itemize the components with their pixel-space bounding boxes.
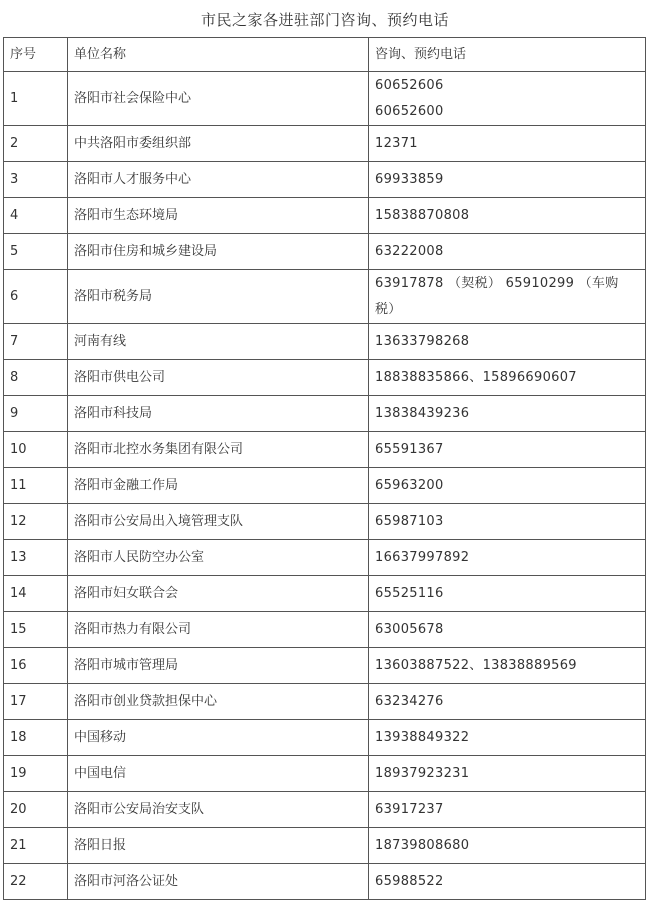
phone-number: 13838439236 bbox=[375, 405, 470, 421]
unit-name: 洛阳市科技局 bbox=[68, 396, 369, 432]
row-number: 22 bbox=[4, 864, 68, 900]
phone-cell bbox=[369, 396, 646, 432]
phone-directory-table bbox=[3, 37, 646, 900]
row-number: 5 bbox=[4, 234, 68, 270]
row-number: 3 bbox=[4, 162, 68, 198]
unit-name: 洛阳市住房和城乡建设局 bbox=[68, 234, 369, 270]
table-row bbox=[4, 792, 646, 828]
phone-number: 18937923231 bbox=[375, 765, 470, 781]
phone-number: 60652606 bbox=[375, 77, 444, 93]
phone-number: 15838870808 bbox=[375, 207, 470, 223]
phone-number: 16637997892 bbox=[375, 549, 470, 565]
phone-number: 税） bbox=[375, 301, 402, 317]
unit-name: 洛阳市公安局出入境管理支队 bbox=[68, 504, 369, 540]
unit-name: 洛阳市生态环境局 bbox=[68, 198, 369, 234]
row-number: 16 bbox=[4, 648, 68, 684]
unit-name: 中共洛阳市委组织部 bbox=[68, 126, 369, 162]
phone-cell bbox=[369, 720, 646, 756]
unit-name: 洛阳市供电公司 bbox=[68, 360, 369, 396]
table-row bbox=[4, 720, 646, 756]
phone-cell bbox=[369, 540, 646, 576]
row-number: 9 bbox=[4, 396, 68, 432]
row-number: 18 bbox=[4, 720, 68, 756]
phone-cell bbox=[369, 432, 646, 468]
phone-cell bbox=[369, 360, 646, 396]
phone-cell bbox=[369, 468, 646, 504]
unit-name: 洛阳日报 bbox=[68, 828, 369, 864]
row-number: 1 bbox=[4, 72, 68, 126]
table-row bbox=[4, 648, 646, 684]
table-row bbox=[4, 360, 646, 396]
table-row bbox=[4, 828, 646, 864]
phone-number: 63005678 bbox=[375, 621, 444, 637]
unit-name: 洛阳市社会保险中心 bbox=[68, 72, 369, 126]
phone-number: 65987103 bbox=[375, 513, 444, 529]
phone-number: 13633798268 bbox=[375, 333, 470, 349]
phone-number: 65525116 bbox=[375, 585, 444, 601]
table-row bbox=[4, 432, 646, 468]
phone-number: 63917878 （契税） 65910299 （车购 bbox=[375, 275, 619, 291]
table-row bbox=[4, 162, 646, 198]
phone-cell bbox=[369, 828, 646, 864]
unit-name: 河南有线 bbox=[68, 324, 369, 360]
table-row bbox=[4, 72, 646, 126]
phone-number: 65963200 bbox=[375, 477, 444, 493]
phone-cell bbox=[369, 756, 646, 792]
phone-cell bbox=[369, 324, 646, 360]
phone-number: 13938849322 bbox=[375, 729, 470, 745]
unit-name: 洛阳市热力有限公司 bbox=[68, 612, 369, 648]
phone-cell bbox=[369, 72, 646, 126]
unit-name: 洛阳市妇女联合会 bbox=[68, 576, 369, 612]
unit-name: 洛阳市人民防空办公室 bbox=[68, 540, 369, 576]
unit-name: 洛阳市金融工作局 bbox=[68, 468, 369, 504]
unit-name: 中国电信 bbox=[68, 756, 369, 792]
phone-cell bbox=[369, 504, 646, 540]
phone-cell bbox=[369, 684, 646, 720]
table-row bbox=[4, 234, 646, 270]
unit-name: 洛阳市城市管理局 bbox=[68, 648, 369, 684]
phone-number: 60652600 bbox=[375, 103, 444, 119]
phone-number: 65988522 bbox=[375, 873, 444, 889]
table-body bbox=[4, 72, 646, 900]
table-row bbox=[4, 612, 646, 648]
row-number: 12 bbox=[4, 504, 68, 540]
table-row bbox=[4, 126, 646, 162]
row-number: 2 bbox=[4, 126, 68, 162]
row-number: 21 bbox=[4, 828, 68, 864]
row-number: 20 bbox=[4, 792, 68, 828]
row-number: 11 bbox=[4, 468, 68, 504]
row-number: 6 bbox=[4, 270, 68, 324]
header-phone: 咨询、预约电话 bbox=[369, 38, 646, 72]
phone-cell bbox=[369, 234, 646, 270]
phone-number: 18739808680 bbox=[375, 837, 470, 853]
table-row bbox=[4, 756, 646, 792]
phone-number: 69933859 bbox=[375, 171, 444, 187]
phone-cell bbox=[369, 162, 646, 198]
row-number: 7 bbox=[4, 324, 68, 360]
table-row bbox=[4, 504, 646, 540]
phone-number: 63222008 bbox=[375, 243, 444, 259]
table-row bbox=[4, 540, 646, 576]
phone-cell bbox=[369, 612, 646, 648]
unit-name: 洛阳市税务局 bbox=[68, 270, 369, 324]
phone-cell bbox=[369, 792, 646, 828]
phone-cell bbox=[369, 576, 646, 612]
row-number: 13 bbox=[4, 540, 68, 576]
table-row bbox=[4, 864, 646, 900]
unit-name: 中国移动 bbox=[68, 720, 369, 756]
row-number: 14 bbox=[4, 576, 68, 612]
phone-number: 12371 bbox=[375, 135, 418, 151]
phone-cell bbox=[369, 126, 646, 162]
phone-number: 63917237 bbox=[375, 801, 444, 817]
row-number: 19 bbox=[4, 756, 68, 792]
table-row bbox=[4, 468, 646, 504]
table-row bbox=[4, 396, 646, 432]
phone-cell bbox=[369, 198, 646, 234]
row-number: 17 bbox=[4, 684, 68, 720]
table-row bbox=[4, 576, 646, 612]
unit-name: 洛阳市河洛公证处 bbox=[68, 864, 369, 900]
header-no: 序号 bbox=[4, 38, 68, 72]
row-number: 8 bbox=[4, 360, 68, 396]
unit-name: 洛阳市人才服务中心 bbox=[68, 162, 369, 198]
header-unit: 单位名称 bbox=[68, 38, 369, 72]
row-number: 4 bbox=[4, 198, 68, 234]
phone-number: 18838835866、15896690607 bbox=[375, 369, 577, 385]
unit-name: 洛阳市北控水务集团有限公司 bbox=[68, 432, 369, 468]
phone-number: 65591367 bbox=[375, 441, 444, 457]
table-header-row bbox=[4, 38, 646, 72]
phone-number: 63234276 bbox=[375, 693, 444, 709]
page-title: 市民之家各进驻部门咨询、预约电话 bbox=[200, 11, 449, 29]
phone-cell bbox=[369, 648, 646, 684]
row-number: 15 bbox=[4, 612, 68, 648]
phone-cell bbox=[369, 864, 646, 900]
unit-name: 洛阳市创业贷款担保中心 bbox=[68, 684, 369, 720]
row-number: 10 bbox=[4, 432, 68, 468]
phone-number: 13603887522、13838889569 bbox=[375, 657, 577, 673]
table-row bbox=[4, 198, 646, 234]
table-row bbox=[4, 684, 646, 720]
phone-cell bbox=[369, 270, 646, 324]
table-row bbox=[4, 270, 646, 324]
table-row bbox=[4, 324, 646, 360]
unit-name: 洛阳市公安局治安支队 bbox=[68, 792, 369, 828]
